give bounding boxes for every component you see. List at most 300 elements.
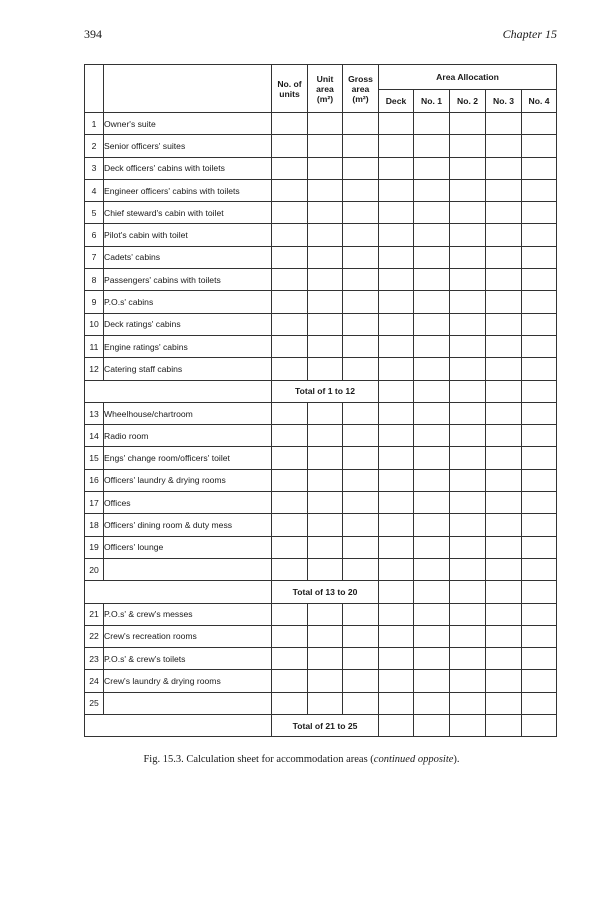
entry-cell [522, 603, 557, 625]
entry-cell [343, 179, 379, 201]
entry-cell [379, 670, 414, 692]
entry-cell [450, 492, 486, 514]
row-number: 1 [85, 113, 104, 135]
entry-cell [272, 113, 308, 135]
row-number: 20 [85, 558, 104, 580]
entry-cell [379, 358, 414, 380]
row-number: 22 [85, 625, 104, 647]
entry-cell [486, 157, 522, 179]
table-row [85, 291, 557, 313]
table-row [85, 603, 557, 625]
row-number: 8 [85, 269, 104, 291]
header-deck: Deck [379, 90, 414, 113]
total-blank [85, 715, 272, 737]
entry-cell [522, 625, 557, 647]
entry-cell [272, 402, 308, 424]
table-row [85, 536, 557, 558]
total-cell [486, 581, 522, 603]
entry-cell [414, 224, 450, 246]
entry-cell [379, 313, 414, 335]
table-row [85, 425, 557, 447]
total-cell [414, 380, 450, 402]
row-number: 21 [85, 603, 104, 625]
entry-cell [486, 135, 522, 157]
entry-cell [308, 313, 343, 335]
total-cell [522, 715, 557, 737]
entry-cell [379, 113, 414, 135]
row-label: Wheelhouse/chartroom [104, 402, 272, 424]
entry-cell [450, 603, 486, 625]
page-number: 394 [84, 27, 102, 41]
entry-cell [308, 536, 343, 558]
entry-cell [343, 425, 379, 447]
total-cell [379, 380, 414, 402]
row-number: 2 [85, 135, 104, 157]
entry-cell [450, 670, 486, 692]
total-row [85, 715, 557, 737]
entry-cell [522, 224, 557, 246]
entry-cell [272, 291, 308, 313]
table-row [85, 246, 557, 268]
entry-cell [343, 536, 379, 558]
entry-cell [522, 246, 557, 268]
entry-cell [272, 492, 308, 514]
entry-cell [308, 425, 343, 447]
entry-cell [343, 224, 379, 246]
table-row [85, 625, 557, 647]
entry-cell [522, 202, 557, 224]
row-label: P.O.s' cabins [104, 291, 272, 313]
entry-cell [272, 670, 308, 692]
entry-cell [414, 492, 450, 514]
table-row [85, 358, 557, 380]
entry-cell [272, 313, 308, 335]
entry-cell [414, 358, 450, 380]
table-row [85, 224, 557, 246]
entry-cell [486, 425, 522, 447]
entry-cell [522, 447, 557, 469]
row-label: Engs' change room/officers' toilet [104, 447, 272, 469]
entry-cell [343, 313, 379, 335]
entry-cell [486, 246, 522, 268]
entry-cell [414, 291, 450, 313]
entry-cell [486, 358, 522, 380]
table-row [85, 492, 557, 514]
entry-cell [308, 447, 343, 469]
row-label: Catering staff cabins [104, 358, 272, 380]
entry-cell [379, 469, 414, 491]
entry-cell [450, 291, 486, 313]
entry-cell [450, 157, 486, 179]
header-no-of-units: No. of units [272, 65, 308, 113]
entry-cell [486, 492, 522, 514]
entry-cell [486, 447, 522, 469]
entry-cell [272, 603, 308, 625]
entry-cell [486, 692, 522, 714]
entry-cell [379, 224, 414, 246]
total-cell [450, 380, 486, 402]
row-number: 11 [85, 335, 104, 357]
entry-cell [450, 313, 486, 335]
header-blank-num [85, 65, 104, 113]
entry-cell [522, 269, 557, 291]
total-cell [450, 715, 486, 737]
entry-cell [522, 313, 557, 335]
entry-cell [450, 514, 486, 536]
entry-cell [486, 670, 522, 692]
entry-cell [414, 536, 450, 558]
entry-cell [414, 425, 450, 447]
total-label: Total of 21 to 25 [272, 715, 379, 737]
entry-cell [522, 670, 557, 692]
entry-cell [522, 358, 557, 380]
entry-cell [450, 536, 486, 558]
entry-cell [308, 157, 343, 179]
entry-cell [379, 179, 414, 201]
entry-cell [343, 514, 379, 536]
total-cell [522, 380, 557, 402]
row-label: Senior officers' suites [104, 135, 272, 157]
entry-cell [379, 447, 414, 469]
entry-cell [343, 157, 379, 179]
row-number: 13 [85, 402, 104, 424]
entry-cell [522, 492, 557, 514]
table-row [85, 179, 557, 201]
entry-cell [450, 246, 486, 268]
entry-cell [308, 492, 343, 514]
entry-cell [272, 558, 308, 580]
row-label [104, 692, 272, 714]
entry-cell [522, 469, 557, 491]
entry-cell [379, 492, 414, 514]
entry-cell [414, 402, 450, 424]
entry-cell [414, 313, 450, 335]
entry-cell [308, 202, 343, 224]
entry-cell [343, 625, 379, 647]
table-row [85, 269, 557, 291]
row-label: Deck officers' cabins with toilets [104, 157, 272, 179]
entry-cell [308, 402, 343, 424]
row-number: 16 [85, 469, 104, 491]
entry-cell [379, 269, 414, 291]
entry-cell [308, 603, 343, 625]
entry-cell [343, 135, 379, 157]
header-blank-desc [104, 65, 272, 113]
table-row [85, 648, 557, 670]
entry-cell [450, 402, 486, 424]
total-cell [486, 380, 522, 402]
entry-cell [379, 648, 414, 670]
entry-cell [486, 179, 522, 201]
calculation-sheet-table [84, 64, 557, 737]
table-row [85, 514, 557, 536]
header-unit-area: Unit area (m²) [308, 65, 343, 113]
total-cell [522, 581, 557, 603]
entry-cell [308, 113, 343, 135]
entry-cell [379, 135, 414, 157]
entry-cell [414, 135, 450, 157]
row-number: 7 [85, 246, 104, 268]
table-row [85, 670, 557, 692]
entry-cell [272, 202, 308, 224]
table-row [85, 313, 557, 335]
entry-cell [450, 447, 486, 469]
entry-cell [272, 536, 308, 558]
header-gross-area: Gross area (m²) [343, 65, 379, 113]
table-row [85, 202, 557, 224]
entry-cell [522, 291, 557, 313]
entry-cell [272, 625, 308, 647]
entry-cell [272, 224, 308, 246]
entry-cell [450, 358, 486, 380]
entry-cell [414, 514, 450, 536]
entry-cell [450, 269, 486, 291]
entry-cell [343, 558, 379, 580]
total-cell [414, 581, 450, 603]
entry-cell [343, 692, 379, 714]
entry-cell [272, 514, 308, 536]
total-cell [450, 581, 486, 603]
entry-cell [308, 135, 343, 157]
total-cell [414, 715, 450, 737]
row-label: Engineer officers' cabins with toilets [104, 179, 272, 201]
entry-cell [414, 269, 450, 291]
entry-cell [343, 291, 379, 313]
entry-cell [486, 269, 522, 291]
entry-cell [343, 335, 379, 357]
entry-cell [343, 469, 379, 491]
entry-cell [308, 648, 343, 670]
entry-cell [414, 625, 450, 647]
row-label: Owner's suite [104, 113, 272, 135]
row-label: Chief steward's cabin with toilet [104, 202, 272, 224]
total-blank [85, 581, 272, 603]
entry-cell [272, 469, 308, 491]
entry-cell [343, 492, 379, 514]
entry-cell [343, 603, 379, 625]
entry-cell [522, 335, 557, 357]
row-number: 5 [85, 202, 104, 224]
header-area-allocation: Area Allocation [379, 65, 557, 90]
entry-cell [486, 603, 522, 625]
entry-cell [272, 157, 308, 179]
entry-cell [522, 179, 557, 201]
entry-cell [414, 648, 450, 670]
entry-cell [379, 335, 414, 357]
entry-cell [450, 558, 486, 580]
row-number: 19 [85, 536, 104, 558]
entry-cell [272, 648, 308, 670]
entry-cell [486, 224, 522, 246]
chapter-title: Chapter 15 [502, 27, 557, 41]
row-label: Officers' laundry & drying rooms [104, 469, 272, 491]
table-row [85, 469, 557, 491]
entry-cell [343, 113, 379, 135]
entry-cell [272, 269, 308, 291]
row-number: 18 [85, 514, 104, 536]
table-row [85, 558, 557, 580]
figure-caption: Fig. 15.3. Calculation sheet for accommodation areas (continued opposite). [143, 754, 460, 765]
entry-cell [379, 291, 414, 313]
entry-cell [379, 402, 414, 424]
table-row [85, 692, 557, 714]
entry-cell [522, 514, 557, 536]
entry-cell [486, 558, 522, 580]
entry-cell [379, 157, 414, 179]
entry-cell [522, 536, 557, 558]
row-number: 10 [85, 313, 104, 335]
entry-cell [308, 335, 343, 357]
row-number: 12 [85, 358, 104, 380]
entry-cell [522, 135, 557, 157]
entry-cell [308, 179, 343, 201]
table-row [85, 135, 557, 157]
entry-cell [379, 692, 414, 714]
entry-cell [343, 246, 379, 268]
row-label [104, 558, 272, 580]
entry-cell [379, 514, 414, 536]
row-label: Passengers' cabins with toilets [104, 269, 272, 291]
entry-cell [414, 692, 450, 714]
table-row [85, 447, 557, 469]
entry-cell [272, 246, 308, 268]
entry-cell [414, 469, 450, 491]
row-number: 17 [85, 492, 104, 514]
row-label: P.O.s' & crew's toilets [104, 648, 272, 670]
total-blank [85, 380, 272, 402]
entry-cell [379, 425, 414, 447]
row-number: 9 [85, 291, 104, 313]
entry-cell [522, 692, 557, 714]
entry-cell [414, 157, 450, 179]
entry-cell [414, 335, 450, 357]
entry-cell [272, 335, 308, 357]
entry-cell [343, 402, 379, 424]
entry-cell [522, 558, 557, 580]
row-number: 25 [85, 692, 104, 714]
entry-cell [379, 625, 414, 647]
entry-cell [522, 425, 557, 447]
row-number: 6 [85, 224, 104, 246]
row-number: 4 [85, 179, 104, 201]
entry-cell [272, 425, 308, 447]
entry-cell [486, 313, 522, 335]
entry-cell [450, 113, 486, 135]
entry-cell [272, 179, 308, 201]
entry-cell [450, 202, 486, 224]
entry-cell [272, 135, 308, 157]
entry-cell [450, 625, 486, 647]
entry-cell [414, 179, 450, 201]
entry-cell [308, 514, 343, 536]
total-cell [379, 581, 414, 603]
entry-cell [308, 469, 343, 491]
row-label: Crew's recreation rooms [104, 625, 272, 647]
entry-cell [450, 224, 486, 246]
row-number: 23 [85, 648, 104, 670]
table-row [85, 335, 557, 357]
entry-cell [450, 692, 486, 714]
header-no4: No. 4 [522, 90, 557, 113]
entry-cell [486, 469, 522, 491]
entry-cell [343, 447, 379, 469]
entry-cell [450, 335, 486, 357]
header-no1: No. 1 [414, 90, 450, 113]
header-no2: No. 2 [450, 90, 486, 113]
entry-cell [522, 648, 557, 670]
entry-cell [522, 157, 557, 179]
entry-cell [486, 536, 522, 558]
total-row [85, 380, 557, 402]
entry-cell [343, 269, 379, 291]
row-label: Officers' lounge [104, 536, 272, 558]
entry-cell [308, 224, 343, 246]
entry-cell [379, 202, 414, 224]
total-cell [486, 715, 522, 737]
entry-cell [414, 246, 450, 268]
entry-cell [450, 425, 486, 447]
row-label: Offices [104, 492, 272, 514]
total-label: Total of 13 to 20 [272, 581, 379, 603]
entry-cell [272, 447, 308, 469]
entry-cell [343, 670, 379, 692]
table-row [85, 157, 557, 179]
entry-cell [486, 291, 522, 313]
entry-cell [414, 603, 450, 625]
entry-cell [308, 558, 343, 580]
entry-cell [308, 291, 343, 313]
entry-cell [486, 625, 522, 647]
entry-cell [486, 402, 522, 424]
entry-cell [308, 670, 343, 692]
entry-cell [486, 335, 522, 357]
entry-cell [308, 692, 343, 714]
entry-cell [343, 202, 379, 224]
total-cell [379, 715, 414, 737]
entry-cell [308, 625, 343, 647]
entry-cell [450, 469, 486, 491]
entry-cell [343, 358, 379, 380]
row-number: 3 [85, 157, 104, 179]
entry-cell [379, 603, 414, 625]
entry-cell [486, 648, 522, 670]
entry-cell [272, 692, 308, 714]
entry-cell [522, 113, 557, 135]
entry-cell [308, 269, 343, 291]
entry-cell [414, 447, 450, 469]
header-no3: No. 3 [486, 90, 522, 113]
entry-cell [450, 648, 486, 670]
row-label: P.O.s' & crew's messes [104, 603, 272, 625]
total-label: Total of 1 to 12 [272, 380, 379, 402]
row-label: Radio room [104, 425, 272, 447]
entry-cell [486, 202, 522, 224]
entry-cell [414, 113, 450, 135]
entry-cell [343, 648, 379, 670]
total-row [85, 581, 557, 603]
row-number: 24 [85, 670, 104, 692]
entry-cell [414, 670, 450, 692]
entry-cell [308, 246, 343, 268]
entry-cell [486, 514, 522, 536]
row-label: Crew's laundry & drying rooms [104, 670, 272, 692]
row-number: 15 [85, 447, 104, 469]
row-label: Cadets' cabins [104, 246, 272, 268]
row-label: Engine ratings' cabins [104, 335, 272, 357]
table-row [85, 402, 557, 424]
row-label: Pilot's cabin with toilet [104, 224, 272, 246]
row-label: Officers' dining room & duty mess [104, 514, 272, 536]
